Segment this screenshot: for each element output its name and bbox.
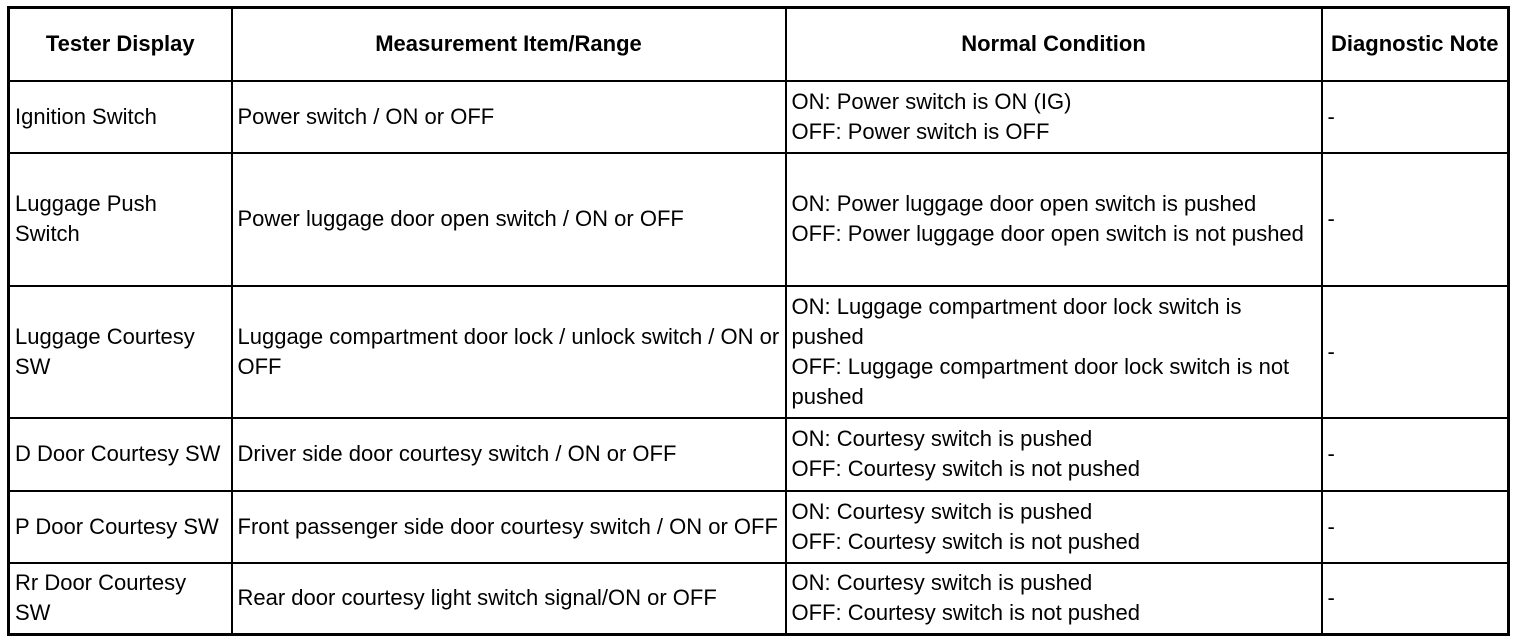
tester-table-wrapper [7,6,1510,636]
normal-on-line: ON: Courtesy switch is pushed [791,498,1093,524]
cell-normal-condition [786,153,1322,286]
cell-diagnostic-note: - [1322,491,1509,563]
normal-off-line: OFF: Luggage compartment door lock switch is not pushed [791,353,1290,409]
normal-off-line: OFF: Courtesy switch is not pushed [791,528,1140,554]
table-row [9,286,1509,418]
normal-on-line: ON: Power luggage door open switch is pushed [791,191,1257,216]
cell-tester-display: Rr Door Courtesy SW [9,563,232,635]
cell-normal-condition [786,81,1322,153]
table-row [9,81,1509,153]
cell-measurement: Front passenger side door courtesy switch / ON or OFF [232,491,786,563]
cell-measurement: Driver side door courtesy switch / ON or OFF [232,418,786,491]
cell-normal-condition [786,286,1322,418]
normal-on-line: ON: Luggage compartment door lock switch is pushed [791,293,1242,349]
cell-measurement: Rear door courtesy light switch signal/ON or OFF [232,563,786,635]
cell-normal-condition [786,418,1322,491]
normal-on-line: ON: Courtesy switch is pushed [791,426,1093,451]
cell-tester-display: P Door Courtesy SW [9,491,232,563]
normal-off-line: OFF: Power switch is OFF [791,118,1050,144]
table-row [9,418,1509,491]
table-row [9,153,1509,286]
normal-on-line: ON: Power switch is ON (IG) [791,88,1072,114]
cell-measurement: Power luggage door open switch / ON or OFF [232,153,786,286]
cell-measurement: Power switch / ON or OFF [232,81,786,153]
header-normal-condition: Normal Condition [786,8,1322,81]
header-measurement-item: Measurement Item/Range [232,8,786,81]
cell-tester-display: Luggage Push Switch [9,153,232,286]
cell-diagnostic-note: - [1322,418,1509,491]
cell-normal-condition [786,563,1322,635]
tester-data-table [7,6,1510,636]
header-diagnostic-note: Diagnostic Note [1322,8,1509,81]
cell-diagnostic-note: - [1322,81,1509,153]
header-row [9,8,1509,81]
cell-measurement: Luggage compartment door lock / unlock switch / ON or OFF [232,286,786,418]
table-row [9,491,1509,563]
normal-off-line: OFF: Power luggage door open switch is not pushed [791,221,1304,246]
header-tester-display: Tester Display [9,8,232,81]
table-row [9,563,1509,635]
cell-diagnostic-note: - [1322,286,1509,418]
normal-off-line: OFF: Courtesy switch is not pushed [791,600,1140,626]
cell-tester-display: Luggage Courtesy SW [9,286,232,418]
cell-tester-display: D Door Courtesy SW [9,418,232,491]
cell-diagnostic-note: - [1322,153,1509,286]
cell-tester-display: Ignition Switch [9,81,232,153]
cell-normal-condition [786,491,1322,563]
normal-on-line: ON: Courtesy switch is pushed [791,570,1093,596]
cell-diagnostic-note: - [1322,563,1509,635]
normal-off-line: OFF: Courtesy switch is not pushed [791,456,1140,481]
